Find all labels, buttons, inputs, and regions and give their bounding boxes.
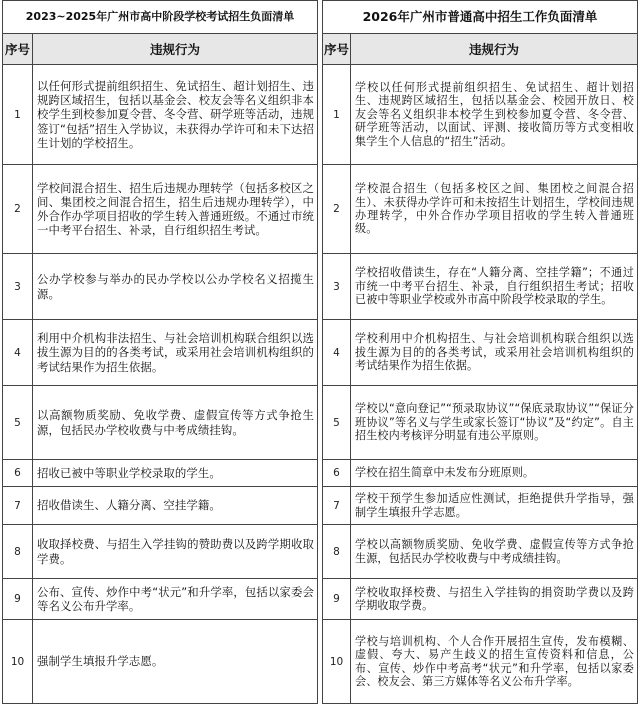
row-number: 2 xyxy=(3,165,33,254)
table-row xyxy=(3,487,318,525)
row-text: 学校利用中介机构招生、与社会培训机构联合组织以选拔生源为目的的各类考试，或采用社会培训机构组织的考试结果作为招生依据。 xyxy=(351,320,638,386)
row-text: 学校与培训机构、个人合作开展招生宣传，发布模糊、虚假、夸大、易产生歧义的招生宣传资料和信息，公布、宣传、炒作中考高考“状元”和升学率，包括以家委会、校友会、第三方媒体等名义公布升学率。 xyxy=(351,620,638,704)
row-number: 10 xyxy=(323,620,351,704)
row-number: 6 xyxy=(323,460,351,487)
row-number: 1 xyxy=(3,65,33,165)
left-table-title: 2023~2025年广州市高中阶段学校考试招生负面清单 xyxy=(3,1,318,34)
row-number: 3 xyxy=(3,254,33,320)
row-number: 4 xyxy=(323,320,351,386)
row-text: 学校以高额物质奖励、免收学费、虚假宣传等方式争抢生源，包括民办学校收费与中考成绩挂钩。 xyxy=(351,525,638,579)
row-number: 4 xyxy=(3,320,33,386)
table-row xyxy=(323,165,638,254)
row-number: 8 xyxy=(323,525,351,579)
table-row xyxy=(323,254,638,320)
table-row xyxy=(3,320,318,386)
right-header-row xyxy=(323,34,638,65)
row-text: 收取择校费、与招生入学挂钩的赞助费以及跨学期收取学费。 xyxy=(33,525,318,579)
row-text: 公布、宣传、炒作中考“状元”和升学率，包括以家委会等名义公布升学率。 xyxy=(33,579,318,620)
row-number: 3 xyxy=(323,254,351,320)
table-row xyxy=(3,386,318,460)
row-number: 10 xyxy=(3,620,33,704)
row-number: 5 xyxy=(323,386,351,460)
table-row xyxy=(323,579,638,620)
right-table-panel xyxy=(322,0,638,704)
row-number: 1 xyxy=(323,65,351,165)
table-row xyxy=(323,386,638,460)
row-text: 以高额物质奖励、免收学费、虚假宣传等方式争抢生源，包括民办学校收费与中考成绩挂钩。 xyxy=(33,386,318,460)
right-negative-list-table xyxy=(322,0,638,704)
table-row xyxy=(3,460,318,487)
left-col-no-header: 序号 xyxy=(3,34,33,65)
left-header-row xyxy=(3,34,318,65)
row-text: 学校干预学生参加适应性测试，拒绝提供升学指导，强制学生填报升学志愿。 xyxy=(351,487,638,525)
row-number: 9 xyxy=(323,579,351,620)
right-table-title: 2026年广州市普通高中招生工作负面清单 xyxy=(323,1,638,34)
row-number: 8 xyxy=(3,525,33,579)
row-number: 9 xyxy=(3,579,33,620)
row-text: 利用中介机构非法招生、与社会培训机构联合组织以选拔生源为目的的各类考试，或采用社会培训机构组织的考试结果作为招生依据。 xyxy=(33,320,318,386)
row-text: 公办学校参与举办的民办学校以公办学校名义招揽生源。 xyxy=(33,254,318,320)
left-table-panel xyxy=(2,0,318,704)
row-text: 以任何形式提前组织招生、免试招生、超计划招生、违规跨区域招生，包括以基金会、校友会等名义组织非本校学生到校参加夏令营、冬令营、研学班等活动，违规签订“包括”招生入学协议，未获得办学许可和未下达招生计划的学校招生。 xyxy=(33,65,318,165)
table-row xyxy=(323,525,638,579)
table-row xyxy=(3,165,318,254)
table-row xyxy=(3,254,318,320)
left-negative-list-table xyxy=(2,0,318,704)
row-text: 学校在招生简章中未发布分班原则。 xyxy=(351,460,638,487)
row-number: 5 xyxy=(3,386,33,460)
row-text: 学校间混合招生、招生后违规办理转学（包括多校区之间、集团校之间混合招生，招生后违规办理转学），中外合作办学项目招收的学生转入普通班级。不通过市统一中考平台招生、补录，自行组织招生考试。 xyxy=(33,165,318,254)
table-row xyxy=(3,579,318,620)
table-row xyxy=(323,460,638,487)
right-col-behavior-header: 违规行为 xyxy=(351,34,638,65)
row-text: 学校招收借读生，存在“人籍分离、空挂学籍”；不通过市统一中考平台招生、补录，自行组织招生考试；招收已被中等职业学校或外市高中阶段学校录取的学生。 xyxy=(351,254,638,320)
row-number: 7 xyxy=(3,487,33,525)
table-row xyxy=(323,320,638,386)
row-text: 学校混合招生（包括多校区之间、集团校之间混合招生）、未获得办学许可和未按招生计划招生，学校间违规办理转学，中外合作办学项目招收的学生转入普通班级。 xyxy=(351,165,638,254)
table-row xyxy=(3,65,318,165)
row-number: 2 xyxy=(323,165,351,254)
row-text: 学校收取择校费、与招生入学挂钩的捐资助学费以及跨学期收取学费。 xyxy=(351,579,638,620)
row-text: 招收已被中等职业学校录取的学生。 xyxy=(33,460,318,487)
right-col-no-header: 序号 xyxy=(323,34,351,65)
table-row xyxy=(323,487,638,525)
row-text: 招收借读生、人籍分离、空挂学籍。 xyxy=(33,487,318,525)
table-row xyxy=(323,620,638,704)
table-row xyxy=(3,525,318,579)
table-row xyxy=(323,65,638,165)
row-number: 6 xyxy=(3,460,33,487)
left-col-behavior-header: 违规行为 xyxy=(33,34,318,65)
row-text: 学校以任何形式提前组织招生、免试招生、超计划招生、违规跨区域招生，包括以基金会、校园开放日、校友会等名义组织非本校学生到校参加夏令营、冬令营、研学班等活动，以面试、评测、接收简历等方式变相收集学生个人信息的“招生”活动。 xyxy=(351,65,638,165)
table-row xyxy=(3,620,318,704)
row-text: 学校以“意向登记”“预录取协议”“保底录取协议”“保证分班协议”等名义与学生或家长签订“协议”及“约定”。自主招生校内考核评分明显有违公平原则。 xyxy=(351,386,638,460)
row-number: 7 xyxy=(323,487,351,525)
row-text: 强制学生填报升学志愿。 xyxy=(33,620,318,704)
